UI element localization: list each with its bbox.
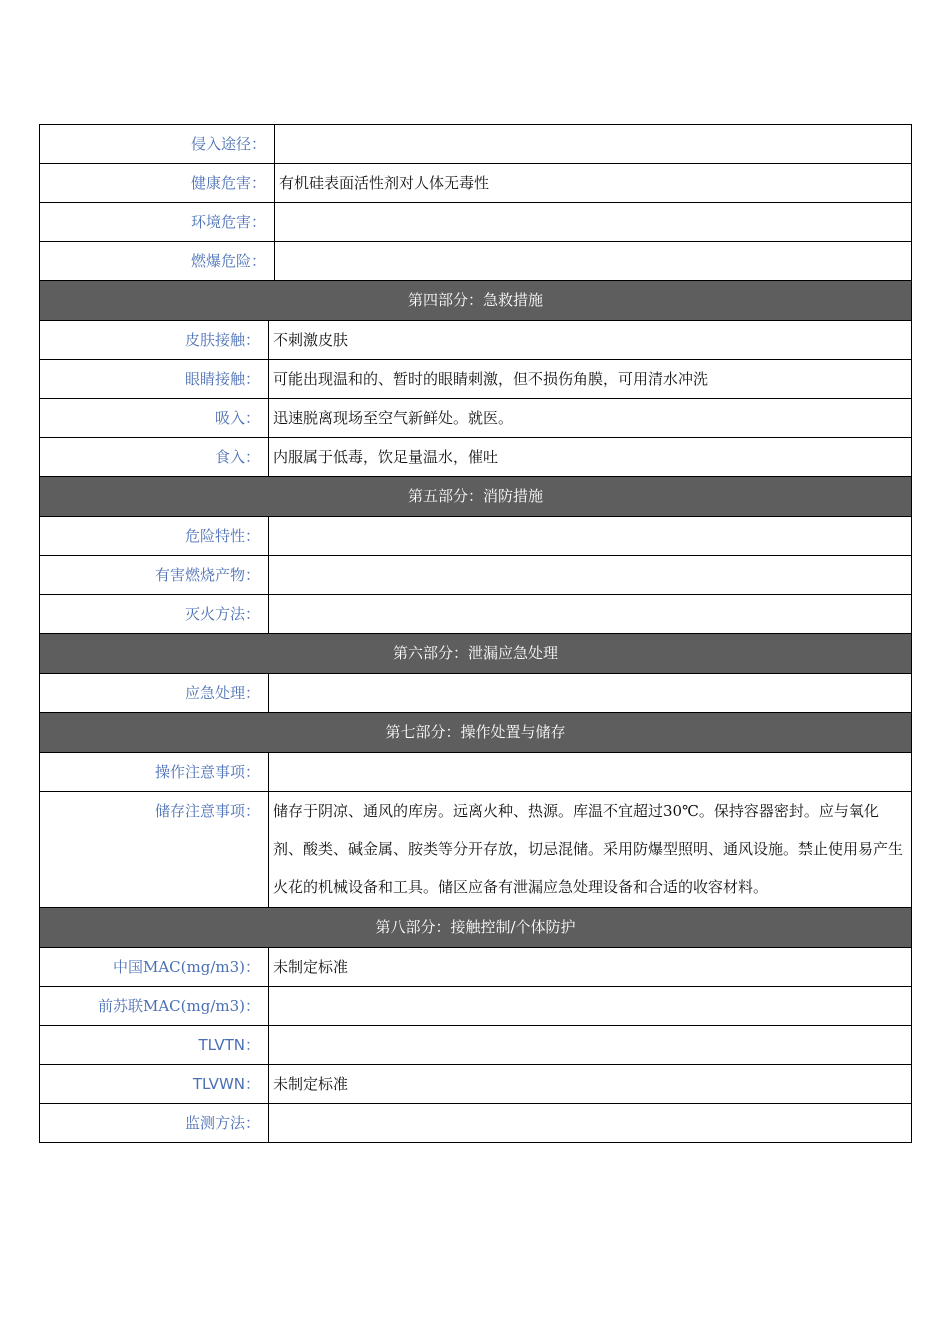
table-row [40, 674, 912, 713]
table-row [40, 987, 912, 1026]
row-value: 储存于阴凉、通风的库房。远离火种、热源。库温不宜超过30℃。保持容器密封。应与氧化剂、酸类、碱金属、胺类等分开存放，切忌混储。采用防爆型照明、通风设施。禁止使用易产生火花的机械设备和工具。储区应备有泄漏应急处理设备和合适的收容材料。 [273, 802, 904, 896]
row-label: 皮肤接触： [40, 321, 269, 359]
table-row [40, 203, 912, 242]
table-row [40, 948, 912, 987]
row-label: 环境危害： [40, 203, 275, 241]
row-value [275, 203, 911, 241]
row-label: 燃爆危险： [40, 242, 275, 280]
row-label: 侵入途径： [40, 125, 275, 163]
row-value [269, 517, 911, 555]
table-row [40, 242, 912, 281]
row-value: 可能出现温和的、暂时的眼睛刺激，但不损伤角膜，可用清水冲洗 [273, 370, 709, 388]
section-header-handling-storage: 第七部分：操作处置与储存 [40, 713, 912, 753]
row-value [269, 674, 911, 712]
section-header-exposure-control: 第八部分：接触控制/个体防护 [40, 908, 912, 948]
msds-table [39, 124, 912, 1143]
row-value [275, 242, 911, 280]
row-value: 内服属于低毒，饮足量温水，催吐 [273, 448, 499, 466]
table-row [40, 360, 912, 399]
row-value [269, 595, 911, 633]
row-label: TLVWN： [40, 1065, 269, 1103]
row-value [275, 125, 911, 163]
table-row [40, 556, 912, 595]
row-label: 监测方法： [40, 1104, 269, 1142]
table-row [40, 125, 912, 164]
table-row [40, 792, 912, 908]
table-row [40, 753, 912, 792]
row-label: TLVTN： [40, 1026, 269, 1064]
row-label: 眼睛接触： [40, 360, 269, 398]
table-row [40, 321, 912, 360]
row-label: 灭火方法： [40, 595, 269, 633]
row-label: 操作注意事项： [40, 753, 269, 791]
row-label: 前苏联MAC(mg/m3)： [40, 987, 269, 1025]
row-value: 未制定标准 [273, 1075, 349, 1093]
section-header-fire-fighting: 第五部分：消防措施 [40, 477, 912, 517]
table-row [40, 595, 912, 634]
row-value: 有机硅表面活性剂对人体无毒性 [279, 174, 490, 192]
row-label: 食入： [40, 438, 269, 476]
row-label: 健康危害： [40, 164, 275, 202]
section-header-first-aid: 第四部分：急救措施 [40, 281, 912, 321]
row-value: 迅速脱离现场至空气新鲜处。就医。 [273, 409, 514, 427]
row-value [269, 1104, 911, 1142]
row-value [269, 556, 911, 594]
table-row [40, 1026, 912, 1065]
table-row [40, 1065, 912, 1104]
table-row [40, 399, 912, 438]
row-value [269, 753, 911, 791]
row-value [269, 987, 911, 1025]
row-value: 未制定标准 [273, 958, 349, 976]
table-row [40, 1104, 912, 1143]
row-label: 吸入： [40, 399, 269, 437]
row-label: 储存注意事项： [40, 792, 269, 907]
row-label: 中国MAC(mg/m3)： [40, 948, 269, 986]
row-label: 危险特性： [40, 517, 269, 555]
table-row [40, 517, 912, 556]
row-value: 不刺激皮肤 [273, 331, 349, 349]
row-label: 应急处理： [40, 674, 269, 712]
row-value [269, 1026, 911, 1064]
section-header-leak-response: 第六部分：泄漏应急处理 [40, 634, 912, 674]
table-row [40, 164, 912, 203]
table-row [40, 438, 912, 477]
row-label: 有害燃烧产物： [40, 556, 269, 594]
